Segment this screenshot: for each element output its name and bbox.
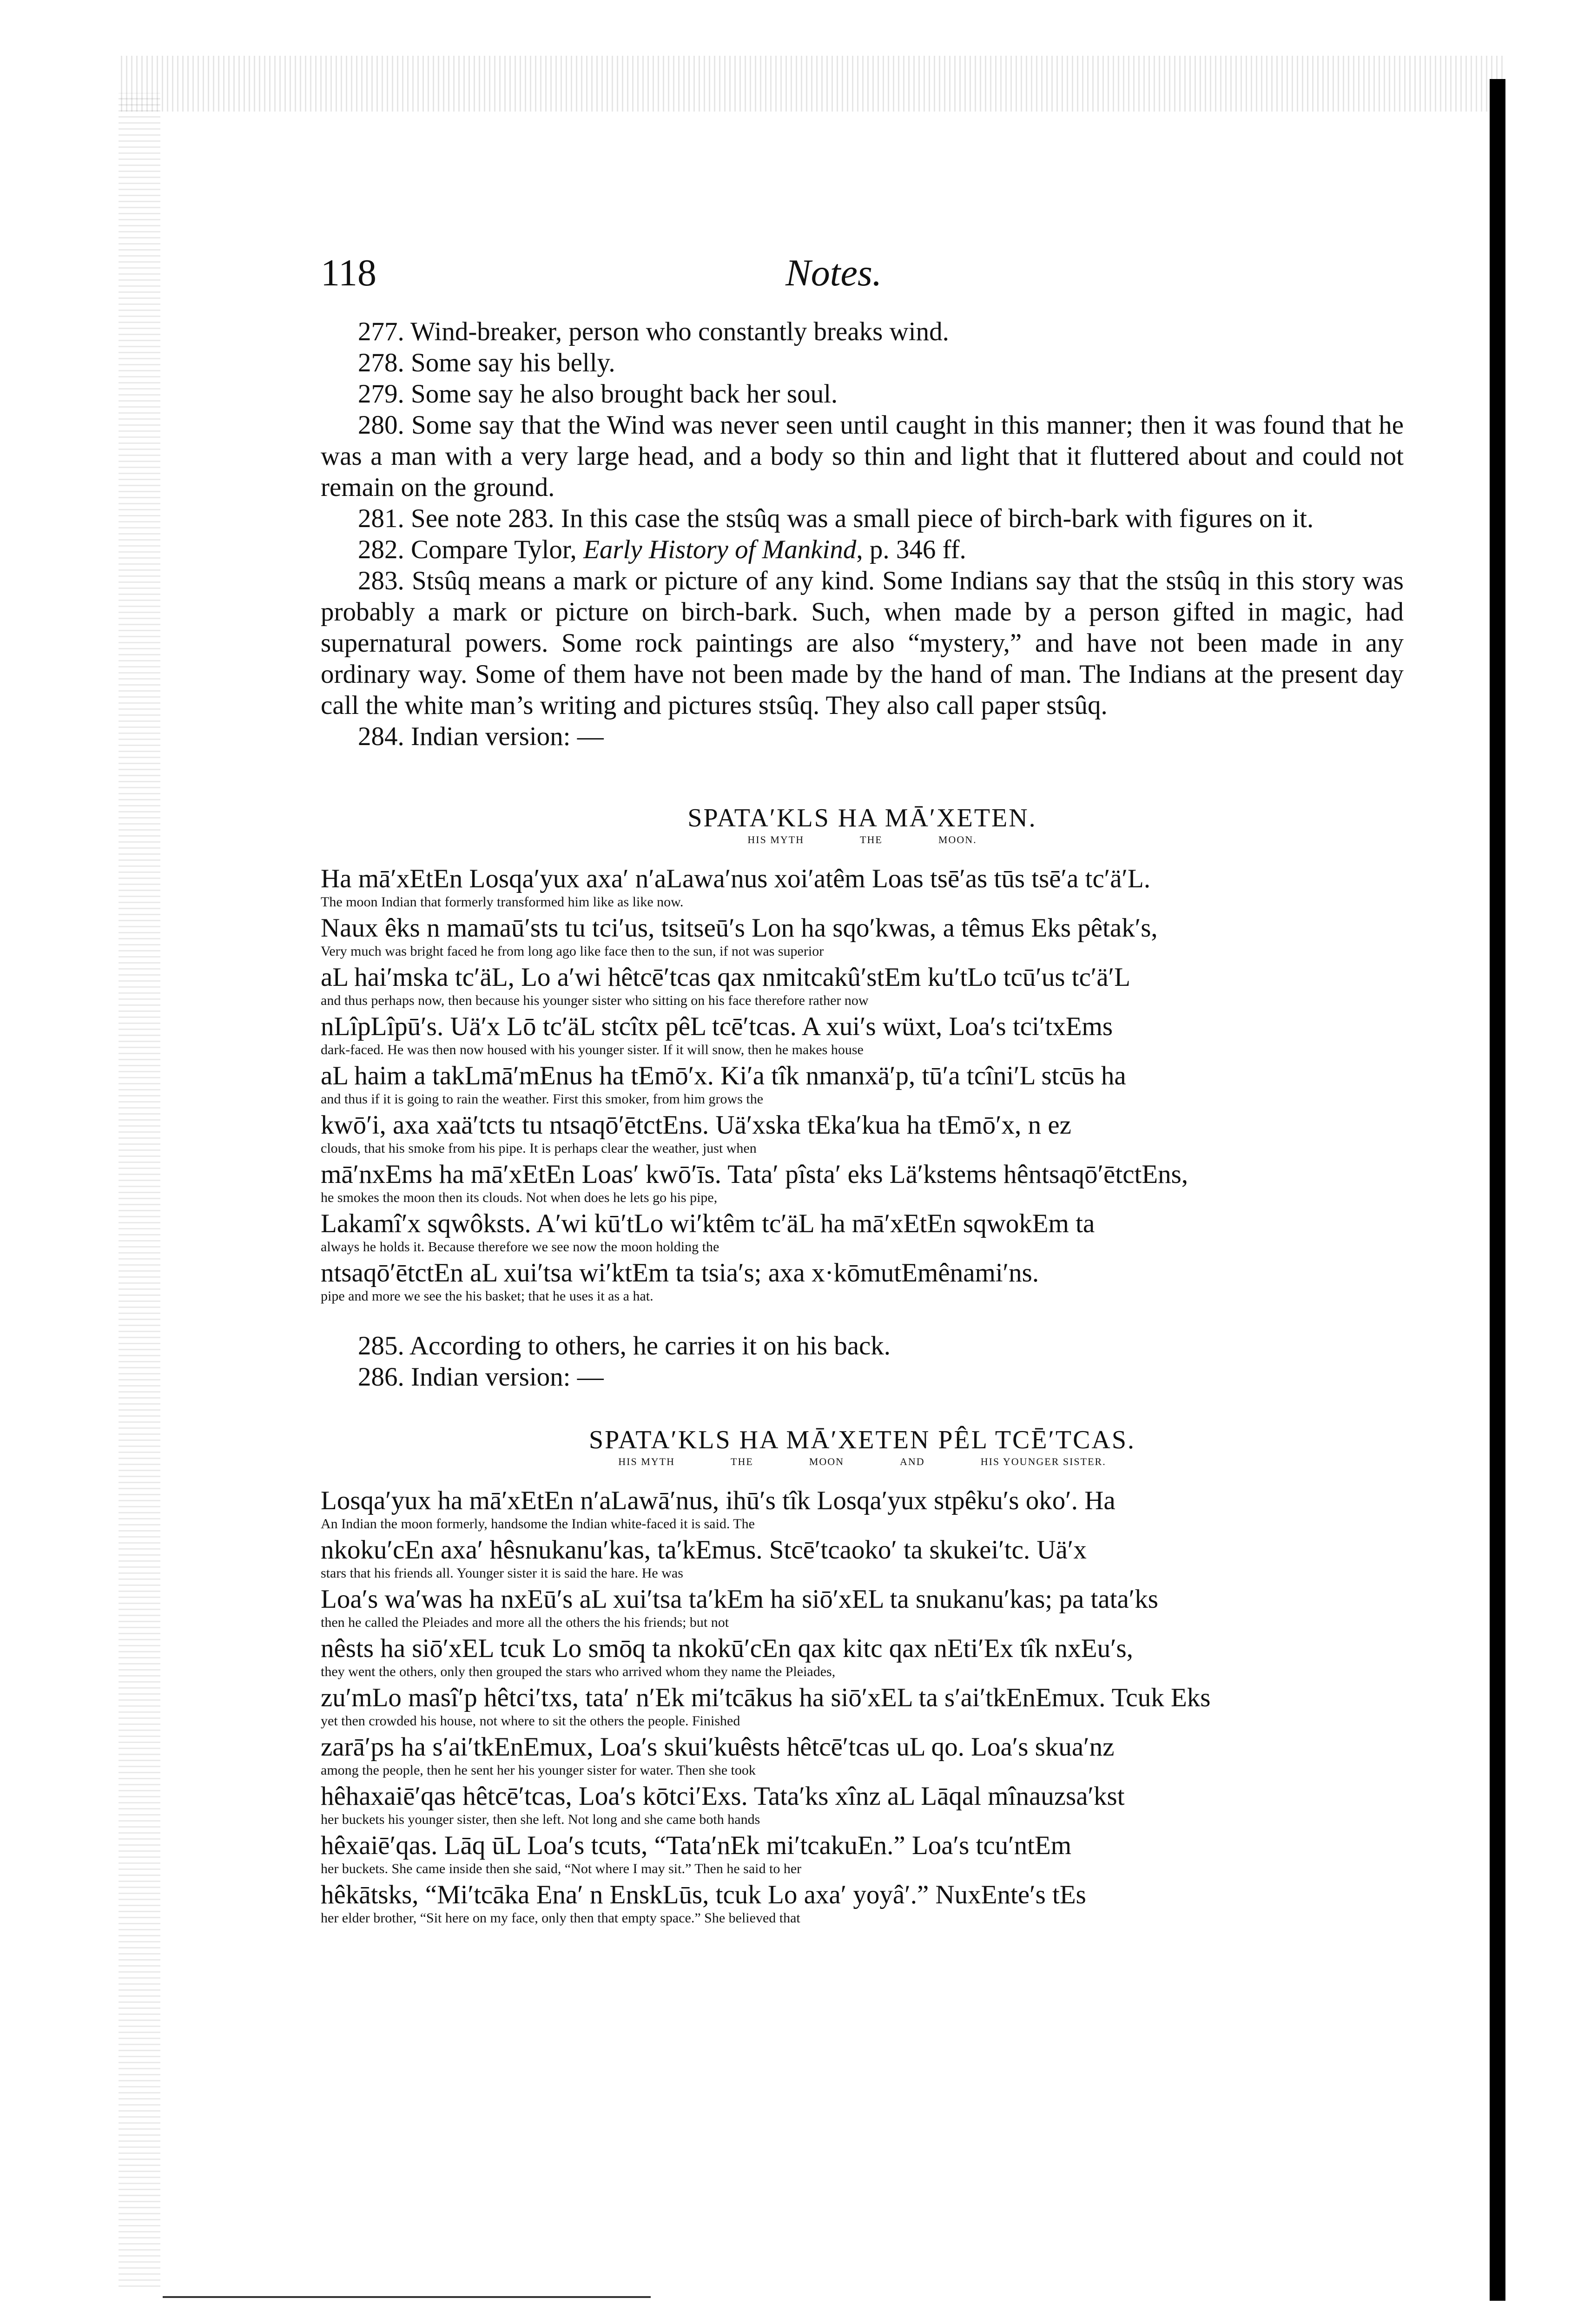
interlinear-line: hêhaxaiē′qas hêtcē′tcas, Loa′s kōtci′Exs. Tata′ks xînz aL Lāqal mînauzsa′kst her buckets his younger sister, then she left. Not long and she came both hands xyxy=(321,1782,1125,1827)
running-title: Notes. xyxy=(785,251,882,294)
interlinear-line: nêsts ha siō′xEL tcuk Lo smōq ta nkokū′cEn qax kitc qax nEti′Ex tîk nxEu′s, they went the others, only then grouped the stars who arrived whom they name the Pleiades, xyxy=(321,1634,1133,1679)
note-277: 277. Wind-breaker, person who constantly breaks wind. xyxy=(358,317,949,346)
note-285: 285. According to others, he carries it on his back. xyxy=(358,1331,891,1360)
story2-subtitle: HIS MYTH THE MOON AND HIS YOUNGER SISTER. xyxy=(618,1456,1106,1467)
interlinear-line: zarā′ps ha s′ai′tkEnEmux, Loa′s skui′kuêsts hêtcē′tcas uL qo. Loa′s skua′nz among the people, then he sent her his younger sister for water. Then she took xyxy=(321,1732,1115,1778)
interlinear-line: Lakamî′x sqwôksts. A′wi kū′tLo wi′ktêm tc′äL ha mā′xEtEn sqwokEm ta always he holds it. Because therefore we see now the moon holding the xyxy=(321,1209,1095,1254)
story2-interlinear xyxy=(321,1486,1404,1927)
scan-bottom-line xyxy=(163,2296,651,2298)
interlinear-line: hêkātsks, “Mi′tcāka Ena′ n EnskLūs, tcuk Lo axa′ yoyâ′.” NuxEnte′s tEs her elder brother, “Sit here on my face, only then that empty space.” She believed that xyxy=(321,1880,1086,1926)
interlinear-line: kwō′i, axa xaä′tcts tu ntsaqō′ētctEns. Uä′xska tEka′kua ha tEmō′x, n ez clouds, that his smoke from his pipe. It is perhaps clear the weather, just when xyxy=(321,1110,1071,1156)
interlinear-line: Naux êks n mamaū′sts tu tci′us, tsitseū′s Lon ha sqo′kwas, a têmus Eks pêtak′s, Very much was bright faced he from long ago like face then to the sun, if not was superior xyxy=(321,913,1158,959)
story2-title: SPATA′KLS HA MĀ′XETEN PÊL TCĒ′TCAS. xyxy=(589,1426,1135,1454)
story1-subtitle: HIS MYTH THE MOON. xyxy=(747,834,977,845)
note-278: 278. Some say his belly. xyxy=(358,348,615,377)
page-header xyxy=(321,251,1404,297)
scan-edge-right xyxy=(1490,79,1505,2301)
interlinear-line: mā′nxEms ha mā′xEtEn Loas′ kwō′īs. Tata′ pîsta′ eks Lä′kstems hêntsaqō′ētctEns, he smokes the moon then its clouds. Not when does he lets go his pipe, xyxy=(321,1160,1188,1205)
note-283: 283. Stsûq means a mark or picture of any kind. Some Indians say that the stsûq in this story was probably a mark or picture on birch-bark. Such, when made by a person gifted in magic, had supernatural powers. Some rock paintings are also “mystery,” and have not been made in any ordinary way. Some of them have not been made by the hand of man. The Indians at the present day call the white man’s writing and pictures stsûq. They also call paper stsûq. xyxy=(321,566,1404,720)
note-280: 280. Some say that the Wind was never seen until caught in this manner; then it was found that he was a man with a very large head, and a body so thin and light that it fluttered about and could not remain on the ground. xyxy=(321,410,1404,502)
page-number: 118 xyxy=(321,251,376,294)
note-286: 286. Indian version: — xyxy=(358,1362,604,1392)
interlinear-line: ntsaqō′ētctEn aL xui′tsa wi′ktEm ta tsia′s; axa x·kōmutEmênami′ns. pipe and more we see the his basket; that he uses it as a hat. xyxy=(321,1258,1039,1304)
interlinear-line: Losqa′yux ha mā′xEtEn n′aLawā′nus, ihū′s tîk Losqa′yux stpêku′s oko′. Ha An Indian the moon formerly, handsome the Indian white-faced it is said. The xyxy=(321,1486,1115,1532)
interlinear-line: Loa′s wa′was ha nxEū′s aL xui′tsa ta′kEm ha siō′xEL ta snukanu′kas; pa tata′ks then he called the Pleiades and more all the others the his friends; but not xyxy=(321,1585,1158,1630)
interlinear-line: nLîpLîpū′s. Uä′x Lō tc′äL stcîtx pêL tcē′tcas. A xui′s wüxt, Loa′s tci′txEms dark-faced. He was then now housed with his younger sister. If it will snow, then he makes house xyxy=(321,1012,1113,1057)
note-279: 279. Some say he also brought back her soul. xyxy=(358,379,838,409)
interlinear-line: zu′mLo masî′p hêtci′txs, tata′ n′Ek mi′tcākus ha siō′xEL ta s′ai′tkEnEmux. Tcuk Eks yet then crowded his house, not where to sit the others the people. Finished xyxy=(321,1683,1211,1729)
interlinear-line: aL hai′mska tc′äL, Lo a′wi hêtcē′tcas qax nmitcakû′stEm ku′tLo tcū′us tc′ä′L and thus perhaps now, then because his younger sister who sitting on his face therefore rather now xyxy=(321,963,1130,1008)
page-content xyxy=(321,251,1404,1930)
book-title: Early History of Mankind xyxy=(583,535,857,564)
note-282: 282. Compare Tylor, Early History of Mankind, p. 346 ff. xyxy=(358,535,966,564)
note-284: 284. Indian version: — xyxy=(358,722,604,751)
interlinear-line: hêxaiē′qas. Lāq ūL Loa′s tcuts, “Tata′nEk mi′tcakuEn.” Loa′s tcu′ntEm her buckets. She came inside then she said, “Not where I may sit.” Then he said to her xyxy=(321,1831,1072,1876)
interlinear-line: nkoku′cEn axa′ hêsnukanu′kas, ta′kEmus. Stcē′tcaoko′ ta skukei′tc. Uä′x stars that his friends all. Younger sister it is said the hare. He was xyxy=(321,1535,1087,1581)
interlinear-line: Ha mā′xEtEn Losqa′yux axa′ n′aLawa′nus xoi′atêm Loas tsē′as tūs tsē′a tc′ä′L. The moon Indian that formerly transformed him like as like now. xyxy=(321,864,1151,910)
scan-edge-top xyxy=(121,56,1506,112)
note-281: 281. See note 283. In this case the stsûq was a small piece of birch-bark with figures on it. xyxy=(358,504,1314,533)
scan-edge-left xyxy=(119,93,160,2287)
story1-interlinear xyxy=(321,865,1404,1305)
story1-title: SPATA′KLS HA MĀ′XETEN. xyxy=(687,804,1037,832)
interlinear-line: aL haim a takLmā′mEnus ha tEmō′x. Ki′a tîk nmanxä′p, tū′a tcîni′L stcūs ha and thus if it is going to rain the weather. First this smoker, from him grows the xyxy=(321,1061,1126,1107)
